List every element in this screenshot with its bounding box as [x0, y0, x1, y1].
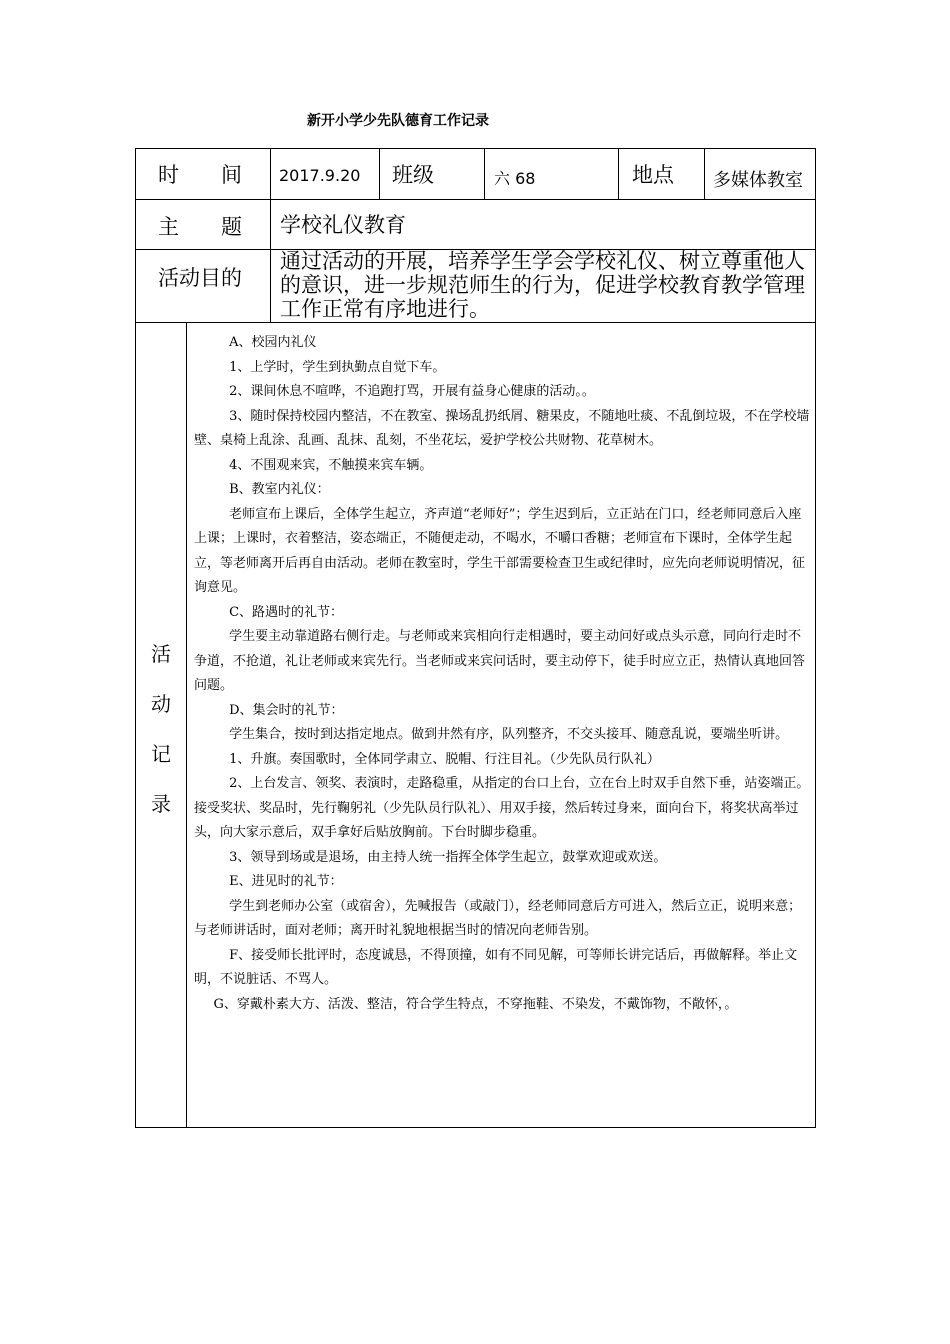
record-paragraph: D、集会时的礼节： — [229, 702, 344, 718]
record-paragraph: 3、随时保持校园内整洁，不在教室、操场乱扔纸屑、糖果皮，不随地吐痰、不乱倒垃圾，不在学校墙壁、桌椅上乱涂、乱画、乱抹、乱刻，不坐花坛，爱护学校公共财物、花草树木。 — [194, 408, 810, 448]
column-divider — [704, 149, 705, 199]
purpose-value: 通过活动的开展，培养学生学会学校礼仪、树立尊重他人的意识，进一步规范师生的行为，促进学校教育教学管理工作正常有序地进行。 — [280, 249, 805, 321]
record-label-char: 活 — [151, 642, 171, 666]
record-paragraph: 1、上学时，学生到执勤点自觉下车。 — [229, 359, 446, 375]
topic-label: 主 题 — [158, 215, 242, 239]
document-title: 新开小学少先队德育工作记录 — [307, 113, 489, 129]
record-paragraph: 学生集合，按时到达指定地点。做到井然有序，队列整齐，不交头接耳、随意乱说，要端坐听讲。 — [229, 727, 789, 742]
record-table — [135, 148, 816, 1128]
record-paragraph: B、教室内礼仪： — [229, 482, 330, 497]
record-paragraph: 1、升旗。奏国歌时，全体同学肃立、脱帽、行注目礼。（少先队员行队礼） — [229, 751, 660, 767]
column-divider — [618, 149, 619, 199]
record-paragraph: G、穿戴朴素大方、活泼、整洁，符合学生特点，不穿拖鞋、不染发，不戴饰物，不敞怀，。 — [213, 996, 738, 1012]
record-paragraph: A、校园内礼仪 — [229, 335, 317, 350]
time-value: 2017.9.20 — [279, 166, 361, 185]
record-paragraph: 2、课间休息不喧哗，不追跑打骂，开展有益身心健康的活动。。 — [229, 384, 595, 399]
time-label: 时 间 — [158, 163, 242, 187]
record-content — [194, 331, 814, 1017]
column-divider — [379, 149, 380, 199]
row-divider — [136, 199, 815, 200]
record-paragraph: F、接受师长批评时，态度诚恳，不得顶撞，如有不同见解，可等师长讲完话后，再做解释。举止文明，不说脏话、不骂人。 — [194, 947, 798, 987]
record-paragraph: C、路遇时的礼节： — [229, 604, 344, 620]
topic-value: 学校礼仪教育 — [280, 213, 406, 237]
record-label-char: 记 — [151, 742, 171, 766]
record-label-char: 动 — [151, 692, 171, 716]
row-divider — [136, 322, 815, 323]
class-value: 六 68 — [494, 169, 536, 188]
record-label-char: 录 — [151, 792, 171, 816]
column-divider — [186, 322, 187, 1127]
class-label: 班级 — [392, 163, 434, 187]
column-divider — [484, 149, 485, 199]
record-paragraph: 3、领导到场或是退场，由主持人统一指挥全体学生起立，鼓掌欢迎或欢送。 — [229, 849, 667, 865]
place-label: 地点 — [632, 163, 674, 187]
record-paragraph: E、进见时的礼节： — [229, 874, 343, 889]
record-paragraph: 老师宣布上课后，全体学生起立，齐声道“老师好”；学生迟到后，立正站在门口，经老师同意后入座上课；上课时，衣着整洁，姿态端正，不随便走动，不喝水，不嚼口香糖；老师宣布下课时，全体学生起立，等老师离开后再自由活动。老师在教室时，学生干部需要检查卫生或纪律时，应先向老师说明情况，征询意见。 — [194, 506, 806, 595]
record-paragraph: 学生到老师办公室（或宿舍），先喊报告（或敲门），经老师同意后方可进入，然后立正，说明来意；与老师讲话时，面对老师；离开时礼貌地根据当时的情况向老师告别。 — [194, 898, 802, 938]
place-value: 多媒体教室 — [713, 170, 803, 191]
record-paragraph: 4、不围观来宾，不触摸来宾车辆。 — [229, 457, 433, 473]
column-divider — [270, 149, 271, 322]
purpose-label: 活动目的 — [158, 266, 242, 290]
record-label — [136, 629, 186, 829]
record-paragraph: 2、上台发言、领奖、表演时，走路稳重，从指定的台口上台，立在台上时双手自然下垂，站姿端正。接受奖状、奖品时，先行鞠躬礼（少先队员行队礼）、用双手接，然后转过身来，面向台下，将奖状高举过头，向大家示意后，双手拿好后贴放胸前。下台时脚步稳重。 — [194, 776, 810, 840]
record-paragraph: 学生要主动靠道路右侧行走。与老师或来宾相向行走相遇时，要主动问好或点头示意，同向行走时不争道，不抢道，礼让老师或来宾先行。当老师或来宾问话时，要主动停下，徒手时应立正，热情认真地回答问题。 — [194, 629, 806, 693]
